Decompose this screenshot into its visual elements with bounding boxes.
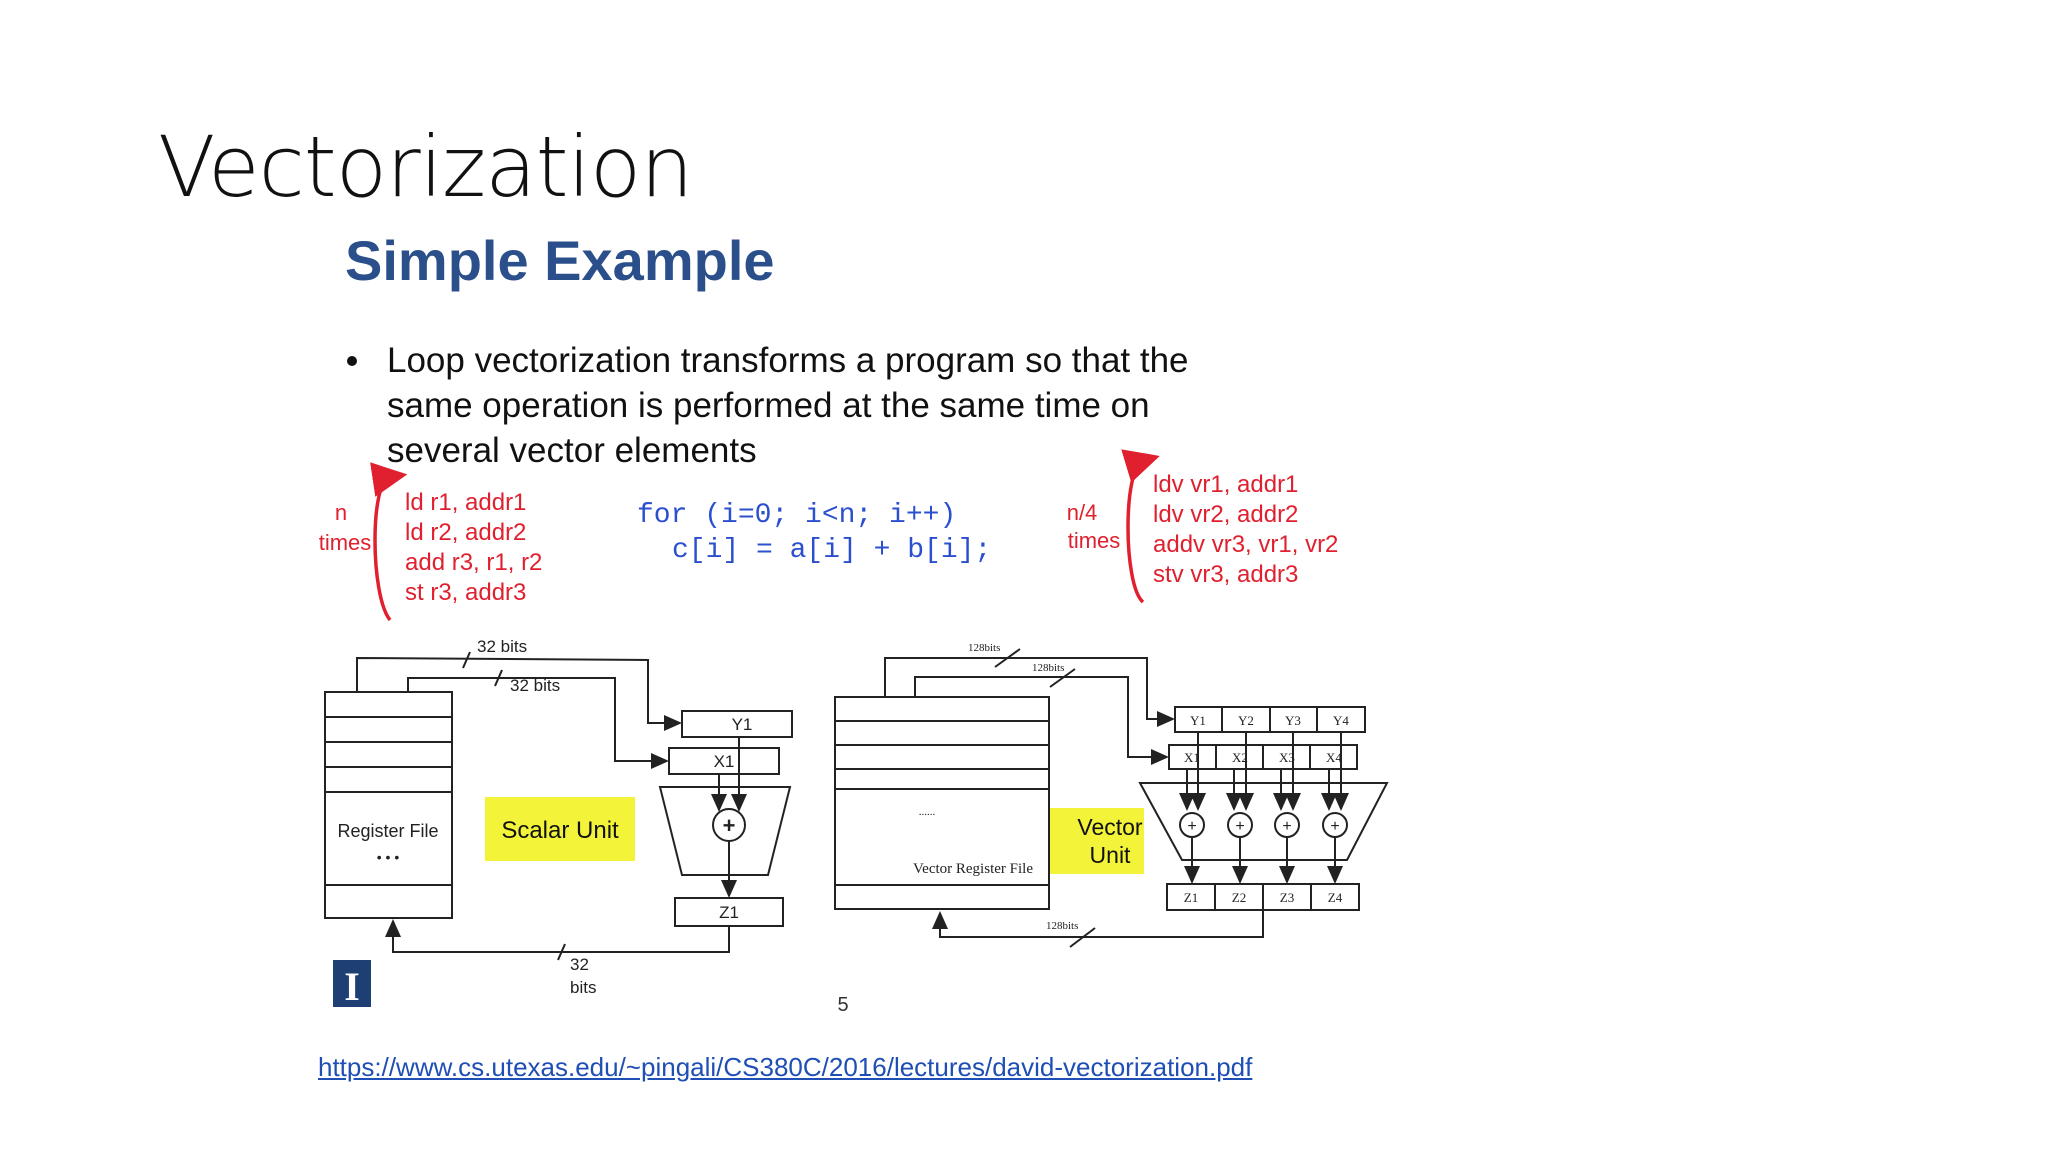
scalar-adder-symbol: + xyxy=(722,813,736,838)
scalar-unit-label: Scalar Unit xyxy=(501,817,619,844)
scalar-bus-top-label: 32 bits xyxy=(477,637,528,656)
vector-instr-4: stv vr3, addr3 xyxy=(1153,561,1299,588)
vector-times-label: times xyxy=(1067,528,1121,553)
vector-x-label-2: X2 xyxy=(1232,750,1248,765)
vector-y-label-1: Y1 xyxy=(1190,713,1206,728)
vector-adder-symbol-1: + xyxy=(1187,818,1197,835)
vector-instr-1: ldv vr1, addr1 xyxy=(1153,471,1299,498)
vector-y-label-4: Y4 xyxy=(1333,713,1349,728)
vector-register-file-label: Vector Register File xyxy=(913,861,1033,877)
vector-adder-symbol-4: + xyxy=(1330,818,1340,835)
vector-z-label-1: Z1 xyxy=(1183,890,1199,905)
vector-instr-3: addv vr3, vr1, vr2 xyxy=(1153,531,1339,558)
vector-bus-bottom-label: 128bits xyxy=(1046,920,1079,932)
vector-x-label-4: X4 xyxy=(1326,750,1342,765)
vector-z-label-4: Z4 xyxy=(1327,890,1343,905)
vector-bus-top-label: 128bits xyxy=(968,642,1001,654)
vector-adder-symbol-2: + xyxy=(1235,818,1245,835)
scalar-bus-bottom-label-2: bits xyxy=(570,978,597,997)
bullet-line-2: same operation is performed at the same time on xyxy=(387,386,1150,425)
vector-count-label: n/4 xyxy=(1066,500,1098,525)
bullet-line-3: several vector elements xyxy=(387,431,757,470)
scalar-instr-1: ld r1, addr1 xyxy=(405,489,527,516)
scalar-y-label: Y1 xyxy=(731,715,753,734)
vector-y-label-3: Y3 xyxy=(1285,713,1301,728)
vector-unit-label-1: Vector xyxy=(1077,814,1143,840)
scalar-instr-3: add r3, r1, r2 xyxy=(405,549,543,576)
logo-letter: I xyxy=(344,964,360,1009)
vector-instr-2: ldv vr2, addr2 xyxy=(1153,501,1299,528)
scalar-instr-2: ld r2, addr2 xyxy=(405,519,527,546)
vector-x-label-3: X3 xyxy=(1279,750,1295,765)
bullet-dot xyxy=(347,356,357,366)
vector-y-label-2: Y2 xyxy=(1238,713,1254,728)
scalar-bus-bottom-label-1: 32 xyxy=(570,955,589,974)
university-logo xyxy=(333,960,371,1009)
scalar-times-label: times xyxy=(318,530,372,555)
scalar-z-label: Z1 xyxy=(719,903,739,922)
vector-bus-bottom xyxy=(940,910,1263,937)
scalar-register-file-label: Register File xyxy=(337,821,439,841)
scalar-count-label: n xyxy=(334,500,348,525)
vector-z-label-2: Z2 xyxy=(1231,890,1247,905)
vector-unit-label-2: Unit xyxy=(1089,842,1131,868)
vector-register-dots: ...... xyxy=(918,806,936,818)
vector-alu xyxy=(1140,783,1387,860)
vector-loop-bracket xyxy=(1128,461,1143,602)
page-number: 5 xyxy=(837,994,849,1016)
bullet-line-1: Loop vectorization transforms a program so that the xyxy=(387,341,1189,380)
scalar-bus-mid-label: 32 bits xyxy=(510,676,561,695)
source-link[interactable]: https://www.cs.utexas.edu/~pingali/CS380C/2016/lectures/david-vectorization.pdf xyxy=(318,1052,1253,1082)
slide-title: Vectorization xyxy=(158,118,693,216)
vector-x-label-1: X1 xyxy=(1184,750,1200,765)
lecture-slide-figure xyxy=(305,215,1415,1035)
scalar-register-dots: • • • xyxy=(376,849,400,865)
figure-heading: Simple Example xyxy=(345,229,775,292)
vector-register-file xyxy=(835,697,1049,909)
scalar-x-label: X1 xyxy=(713,752,735,771)
vector-z-label-3: Z3 xyxy=(1279,890,1295,905)
vector-bus-mid-label: 128bits xyxy=(1032,662,1065,674)
code-line-2: c[i] = a[i] + b[i]; xyxy=(672,535,992,566)
scalar-loop-bracket xyxy=(375,477,390,620)
vector-diagram xyxy=(835,649,1387,947)
vector-adder-symbol-3: + xyxy=(1282,818,1292,835)
scalar-instr-4: st r3, addr3 xyxy=(405,579,527,606)
code-line-1: for (i=0; i<n; i++) xyxy=(637,500,957,531)
